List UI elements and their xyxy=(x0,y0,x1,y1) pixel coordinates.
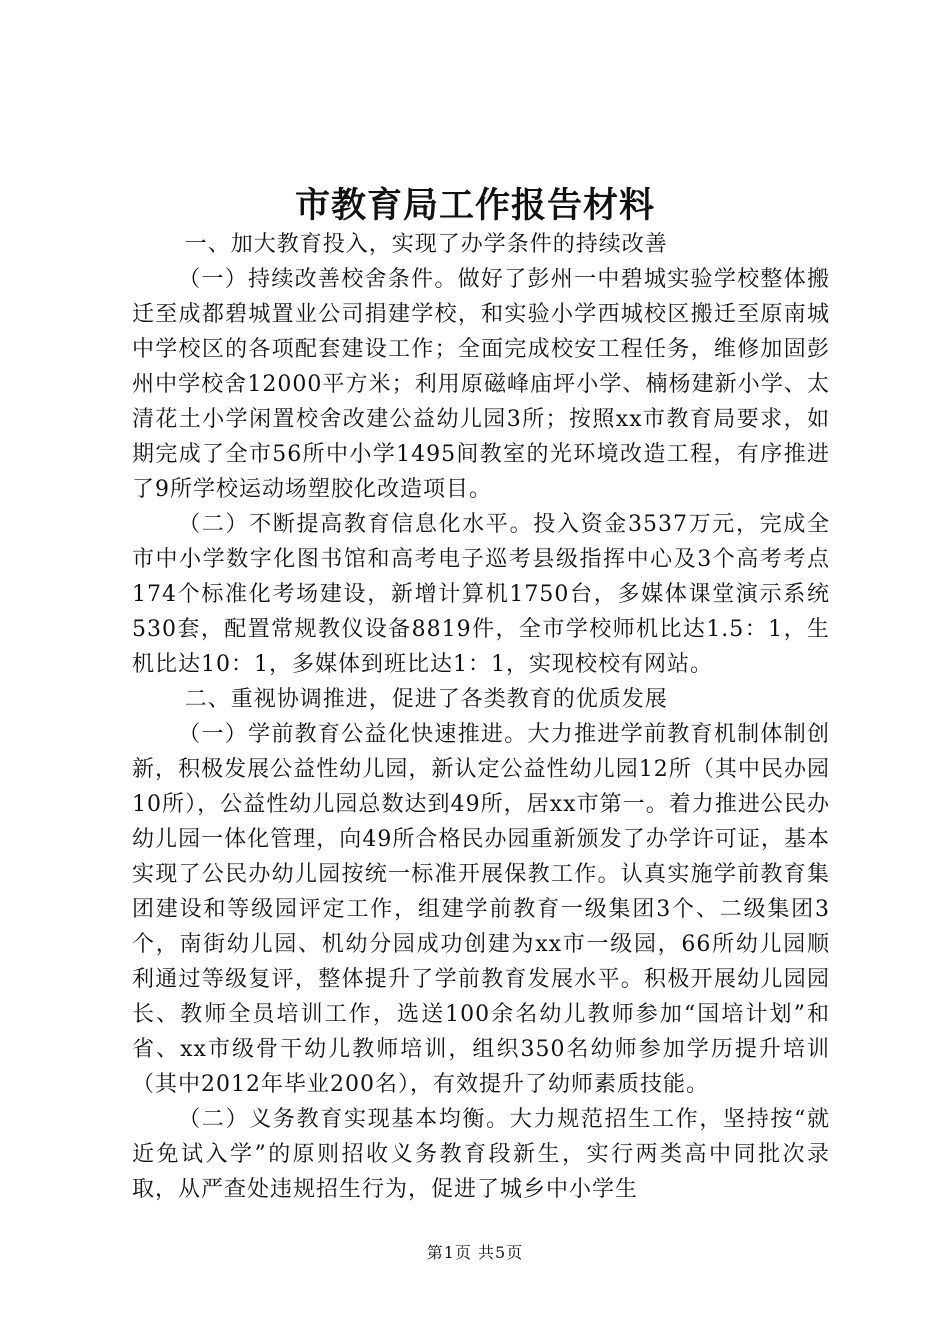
paragraph-compulsory-education: （二）义务教育实现基本均衡。大力规范招生工作，坚持按“就近免试入学”的原则招收义务教育段新生，实行两类高中同批次录取，从严查处违规招生行为，促进了城乡中小学生 xyxy=(132,1107,830,1202)
document-title: 市教育局工作报告材料 xyxy=(294,186,655,226)
page-footer: 第1页 共5页 xyxy=(426,1243,524,1262)
section-heading-2: 二、重视协调推进，促进了各类教育的优质发展 xyxy=(184,687,668,712)
paragraph-school-buildings: （一）持续改善校舍条件。做好了彭州一中碧城实验学校整体搬迁至成都碧城置业公司捐建学校，和实验小学西城校区搬迁至原南城中学校区的各项配套建设工作；全面完成校安工程任务，维修加固彭州中学校舍12000平方米；利用原磁峰庙坪小学、楠杨建新小学、太清花土小学闲置校舍改建公益幼儿园3所；按照xx市教育局要求，如期完成了全市56所中小学1495间教室的光环境改造工程，有序推进了9所学校运动场塑胶化改造项目。 xyxy=(132,267,830,502)
section-heading-1: 一、加大教育投入，实现了办学条件的持续改善 xyxy=(184,232,668,257)
document-body xyxy=(132,227,830,1207)
paragraph-informatization: （二）不断提高教育信息化水平。投入资金3537万元，完成全市中小学数字化图书馆和高考电子巡考县级指挥中心及3个高考考点174个标准化考场建设，新增计算机1750台，多媒体课堂演示系统530套，配置常规教仪设备8819件，全市学校师机比达1.5：1，生机比达10：1，多媒体到班比达1：1，实现校校有网站。 xyxy=(132,512,830,677)
paragraph-preschool: （一）学前教育公益化快速推进。大力推进学前教育机制体制创新，积极发展公益性幼儿园，新认定公益性幼儿园12所（其中民办园10所），公益性幼儿园总数达到49所，居xx市第一。着力推进公民办幼儿园一体化管理，向49所合格民办园重新颁发了办学许可证，基本实现了公民办幼儿园按统一标准开展保教工作。认真实施学前教育集团建设和等级园评定工作，组建学前教育一级集团3个、二级集团3个，南街幼儿园、机幼分园成功创建为xx市一级园，66所幼儿园顺利通过等级复评，整体提升了学前教育发展水平。积极开展幼儿园园长、教师全员培训工作，选送100余名幼儿教师参加“国培计划”和省、xx市级骨干幼儿教师培训，组织350名幼师参加学历提升培训（其中2012年毕业200名），有效提升了幼师素质技能。 xyxy=(132,722,830,1097)
